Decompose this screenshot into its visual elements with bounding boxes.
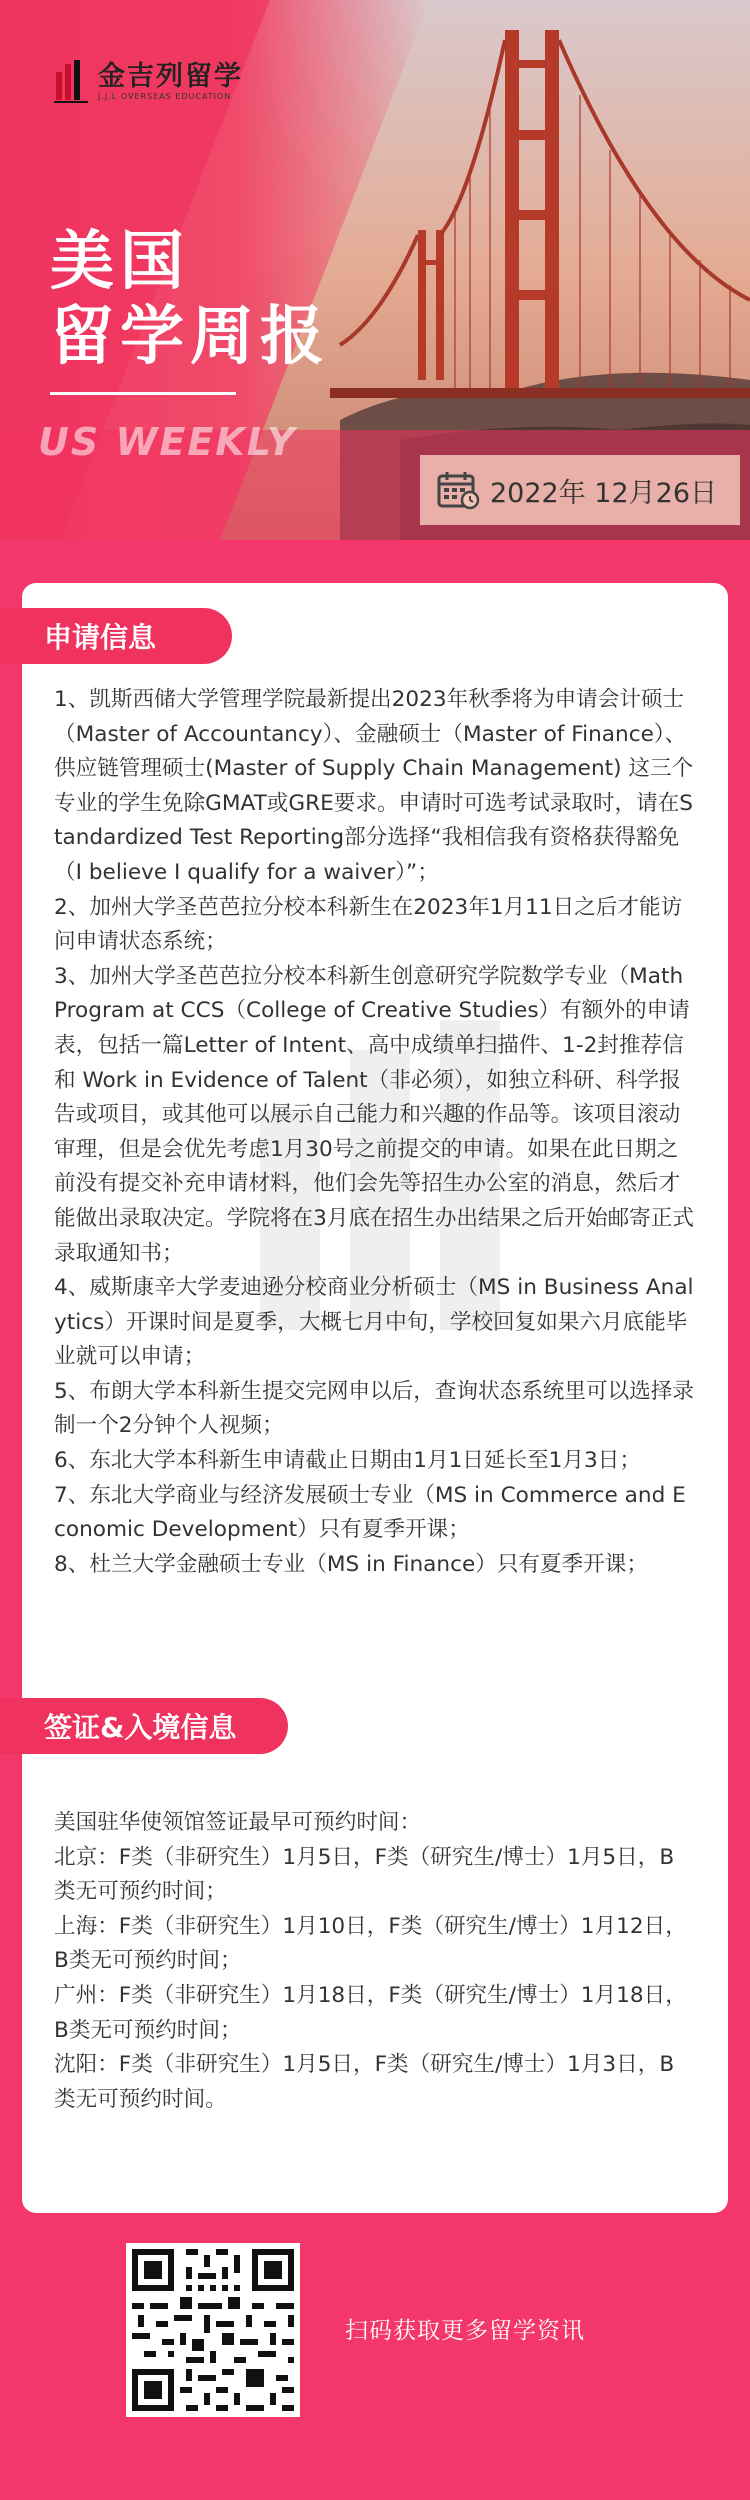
list-item: 7、东北大学商业与经济发展硕士专业（MS in Commerce and Economic Development）只有夏季开课； <box>54 1482 686 1543</box>
page-title-line2: 留学周报 <box>50 300 330 374</box>
list-item: 上海：F类（非研究生）1月10日，F类（研究生/博士）1月12日，B类无可预约时间； <box>54 1913 687 1974</box>
list-item: 6、东北大学本科新生申请截止日期由1月1日延长至1月3日； <box>54 1448 641 1474</box>
application-news-list <box>54 683 694 1582</box>
qr-code-icon <box>126 2243 300 2417</box>
list-item: 8、杜兰大学金融硕士专业（MS in Finance）只有夏季开课； <box>54 1551 648 1577</box>
issue-date: 2022年 12月26日 <box>490 477 718 509</box>
list-item: 广州：F类（非研究生）1月18日，F类（研究生/博士）1月18日，B类无可预约时间； <box>54 1982 687 2043</box>
brand-logo <box>52 58 243 104</box>
page-title-line1: 美国 <box>50 225 190 299</box>
list-item: 4、威斯康辛大学麦迪逊分校商业分析硕士（MS in Business Analytics）开课时间是夏季，大概七月中旬，学校回复如果六月底能毕业就可以申请； <box>54 1275 694 1370</box>
list-item: 1、凯斯西储大学管理学院最新提出2023年秋季将为申请会计硕士（Master of Accountancy）、金融硕士（Master of Finance）、供应链管理硕士(Master of Supply Chain Management) 这三个专业的学生免除GMAT或GRE要求。申请时可选考试录取时，请在Standardized Test Reporting部分选择“我相信我有资格获得豁免（I believe I qualify for a waiver）”； <box>54 687 694 885</box>
qr-call-to-action: 扫码获取更多留学资讯 <box>345 2318 585 2344</box>
qr-code[interactable] <box>126 2243 300 2417</box>
logo-icon <box>52 58 90 104</box>
list-item: 3、加州大学圣芭芭拉分校本科新生创意研究学院数学专业（Math Program at CCS（College of Creative Studies）有额外的申请表，包括一篇Letter of Intent、高中成绩单扫描件、1-2封推荐信和 Work in Evidence of Talent（非必须），如独立科研、科学报告或项目，或其他可以展示自己能力和兴趣的作品等。该项目滚动审理，但是会优先考虑1月30号之前提交的申请。如果在此日期之前没有提交补充申请材料，他们会先等招生办公室的消息，然后才能做出录取决定。学院将在3月底在招生办出结果之后开始邮寄正式录取通知书； <box>54 963 694 1266</box>
list-item: 美国驻华使领馆签证最早可预约时间： <box>54 1810 422 1835</box>
brand-name: 金吉列留学 <box>98 60 243 92</box>
list-item: 北京：F类（非研究生）1月5日，F类（研究生/博士）1月5日，B类无可预约时间； <box>54 1844 675 1905</box>
section-title-application: 申请信息 <box>0 608 232 664</box>
section-title-visa: 签证&入境信息 <box>0 1698 288 1754</box>
calendar-icon <box>436 470 480 510</box>
title-divider <box>50 392 236 395</box>
list-item: 沈阳：F类（非研究生）1月5日，F类（研究生/博士）1月3日，B类无可预约时间。 <box>54 2052 675 2112</box>
subtitle: US WEEKLY <box>38 420 297 464</box>
brand-name-en: J.J.L OVERSEAS EDUCATION <box>98 91 232 101</box>
date-badge <box>436 470 717 510</box>
list-item: 2、加州大学圣芭芭拉分校本科新生在2023年1月11日之后才能访问申请状态系统； <box>54 894 683 955</box>
list-item: 5、布朗大学本科新生提交完网申以后，查询状态系统里可以选择录制一个2分钟个人视频； <box>54 1378 694 1439</box>
header-banner <box>0 0 750 540</box>
visa-info-list <box>54 1806 694 2117</box>
